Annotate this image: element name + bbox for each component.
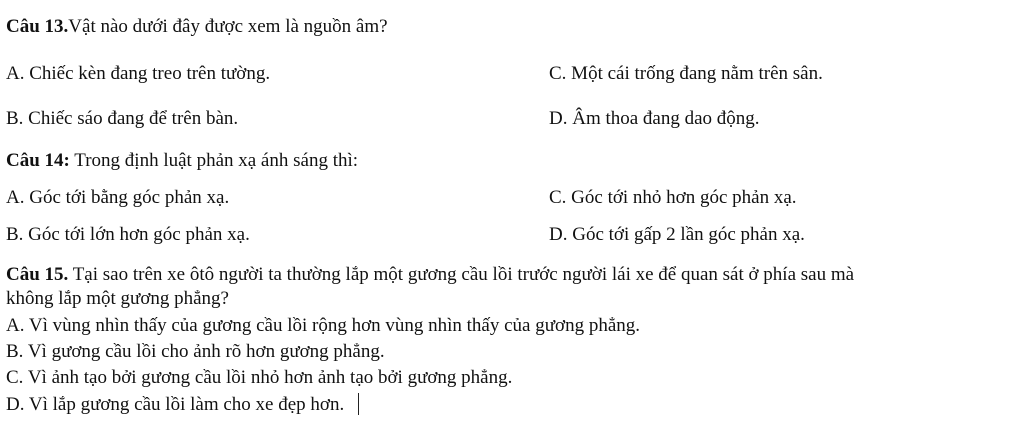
question-14-label: Câu 14: [6, 150, 70, 171]
question-15-text-line2: không lắp một gương phẳng? [6, 288, 229, 309]
question-15-option-a: A. Vì vùng nhìn thấy của gương cầu lồi rộng hơn vùng nhìn thấy của gương phẳng. [6, 315, 641, 336]
question-14-option-c: C. Góc tới nhỏ hơn góc phản xạ. [549, 187, 797, 208]
question-13-label: Câu 13. [6, 16, 69, 37]
question-15-option-d: D. Vì lắp gương cầu lồi làm cho xe đẹp hơn. [6, 394, 345, 415]
question-15-text-line1: Tại sao trên xe ôtô người ta thường lắp một gương cầu lồi trước người lái xe để quan sát ở phía sau mà [68, 264, 855, 285]
question-14-text: Trong định luật phản xạ ánh sáng thì: [69, 150, 359, 171]
question-13-option-b: B. Chiếc sáo đang để trên bàn. [6, 108, 239, 129]
question-14-heading [6, 150, 358, 172]
question-14-option-a: A. Góc tới bằng góc phản xạ. [6, 187, 230, 208]
question-15-heading [6, 264, 854, 286]
question-15-option-b: B. Vì gương cầu lồi cho ảnh rõ hơn gương phẳng. [6, 341, 385, 362]
question-15-option-c: C. Vì ảnh tạo bởi gương cầu lồi nhỏ hơn ảnh tạo bởi gương phẳng. [6, 367, 513, 388]
question-15-label: Câu 15. [6, 264, 69, 285]
question-15-option-d-row [6, 393, 359, 416]
question-13-text: Vật nào dưới đây được xem là nguồn âm? [68, 16, 388, 37]
question-13-heading [6, 16, 388, 38]
question-14-option-d: D. Góc tới gấp 2 lần góc phản xạ. [549, 224, 805, 245]
question-13-option-d: D. Âm thoa đang dao động. [549, 108, 760, 129]
text-cursor [358, 393, 359, 415]
question-13-option-c: C. Một cái trống đang nằm trên sân. [549, 63, 823, 84]
question-14-option-b: B. Góc tới lớn hơn góc phản xạ. [6, 224, 250, 245]
question-13-option-a: A. Chiếc kèn đang treo trên tường. [6, 63, 271, 84]
